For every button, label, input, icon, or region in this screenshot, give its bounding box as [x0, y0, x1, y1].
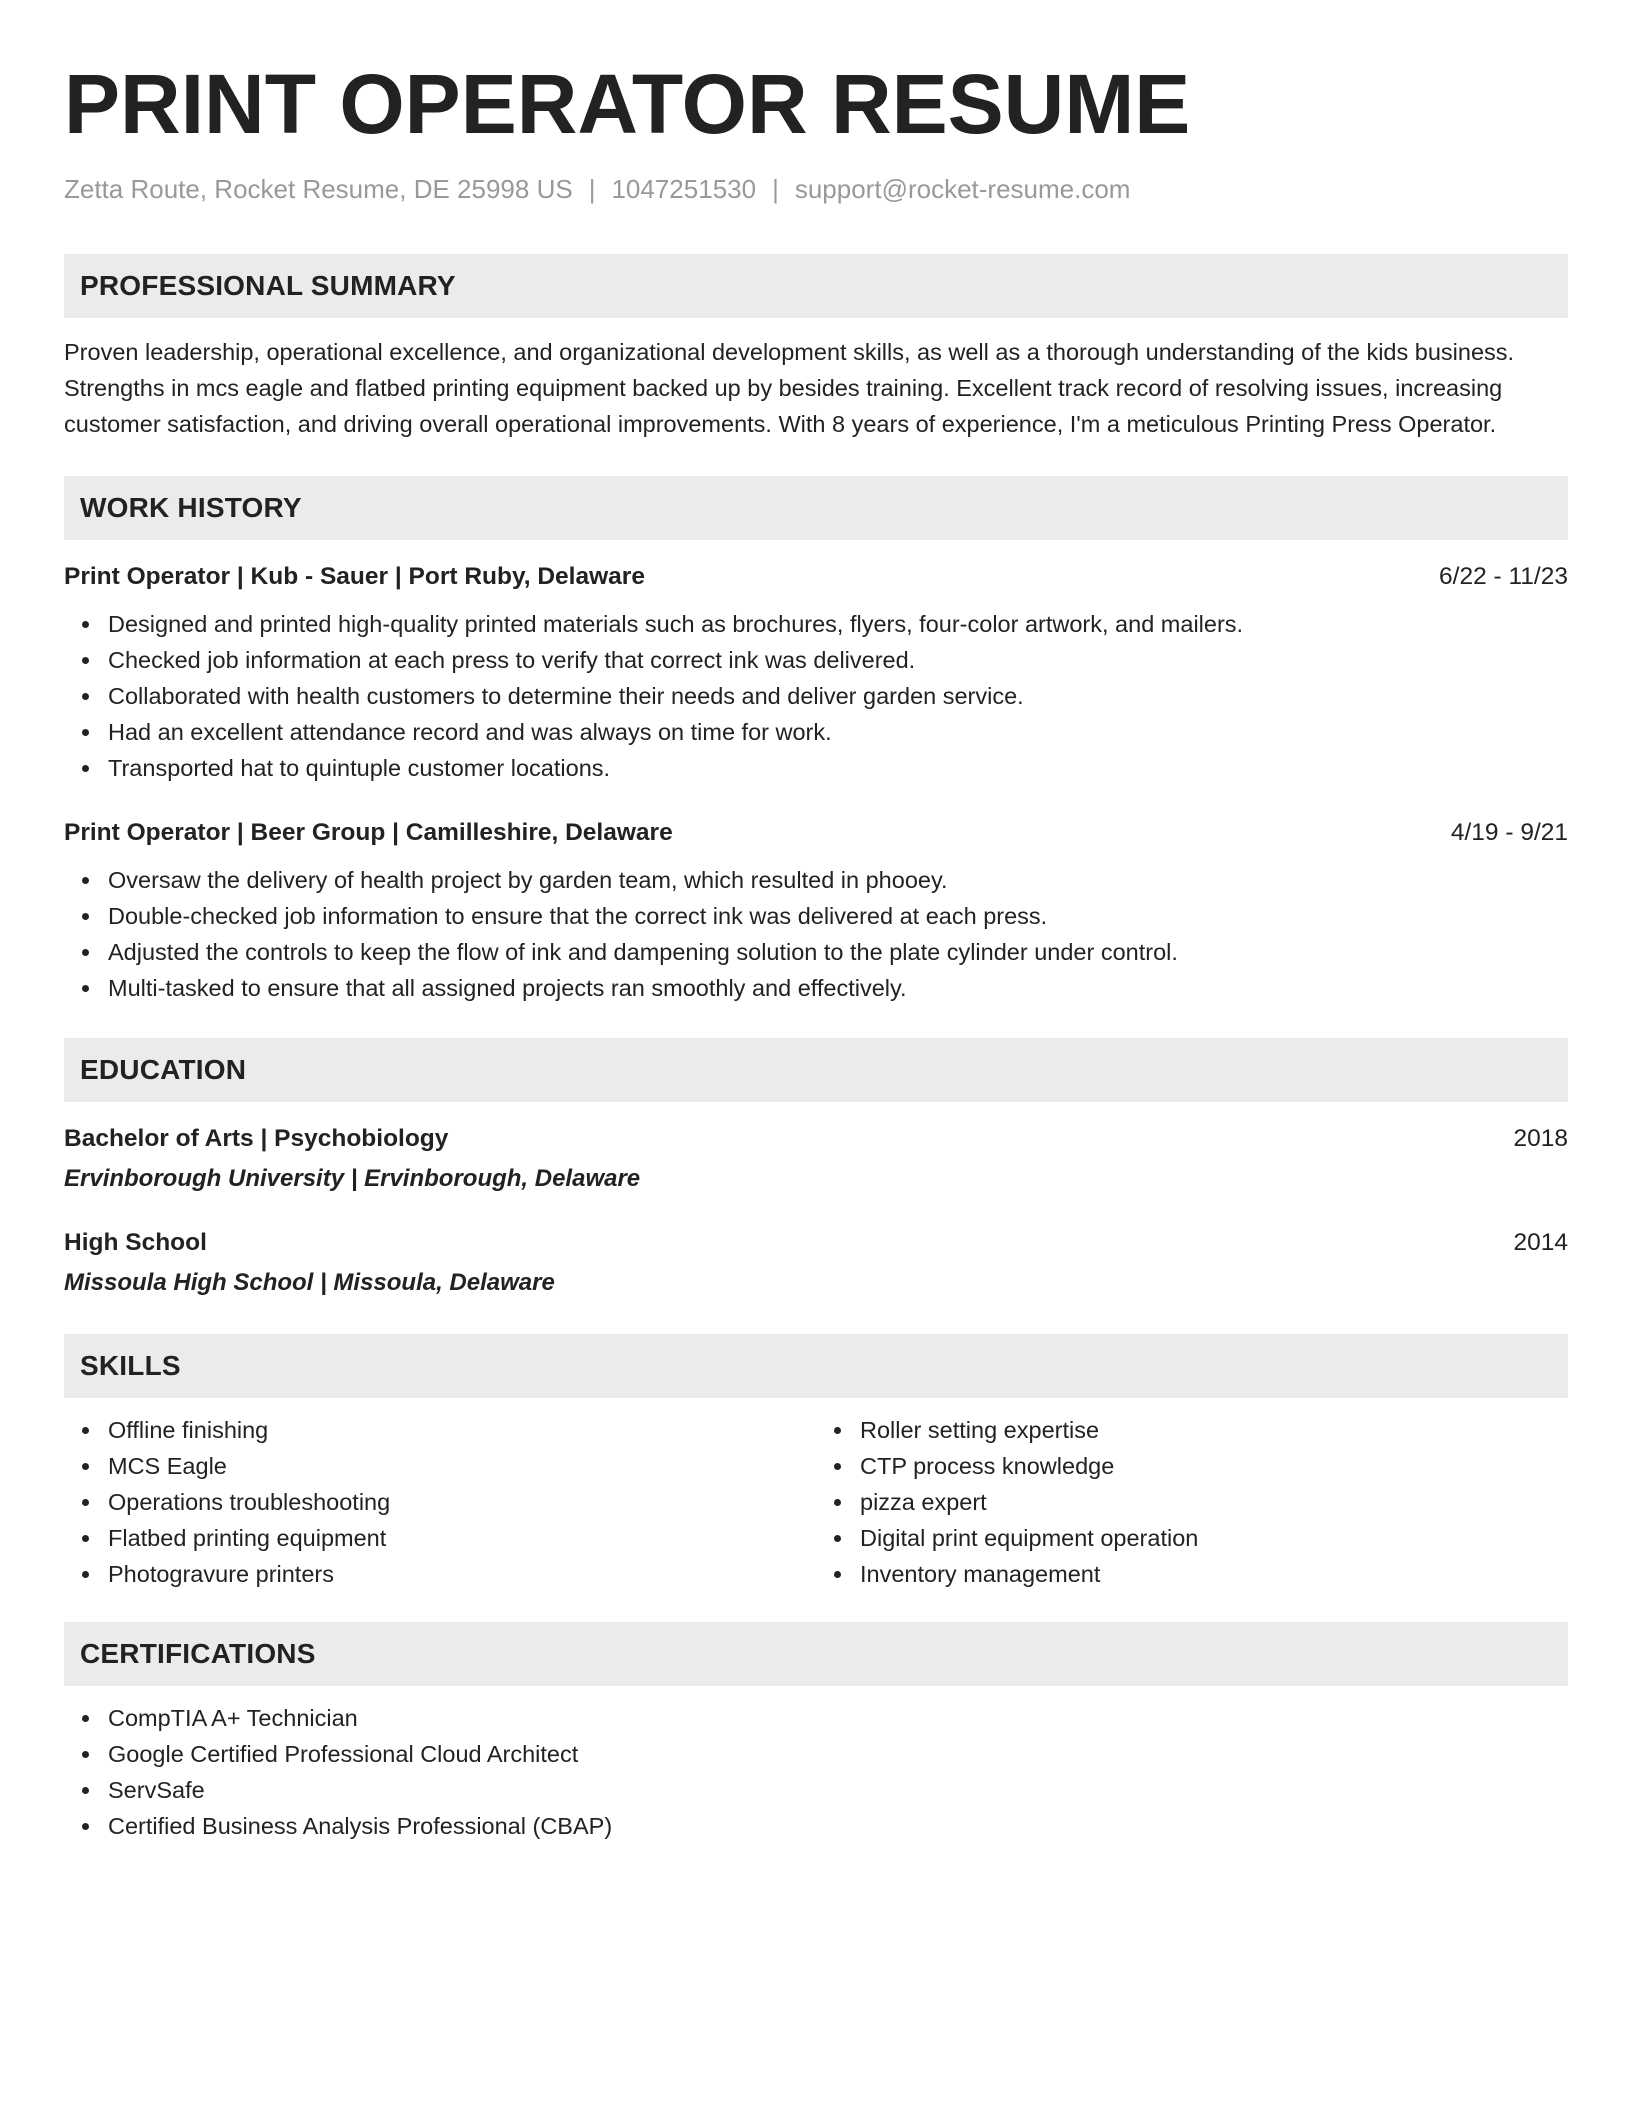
education-heading: EDUCATION — [64, 1038, 1568, 1102]
job-bullet: Designed and printed high-quality printed materials such as brochures, flyers, four-color artwork, and mailers. — [64, 606, 1568, 642]
skill-item: Roller setting expertise — [816, 1412, 1568, 1448]
skills-list-right — [816, 1412, 1568, 1592]
skill-item: Flatbed printing equipment — [64, 1520, 816, 1556]
education-entry — [64, 1122, 1568, 1196]
certification-item: Google Certified Professional Cloud Architect — [64, 1736, 1568, 1772]
job-bullets — [64, 862, 1568, 1006]
contact-phone: 1047251530 — [611, 174, 757, 204]
education-year: 2014 — [1513, 1229, 1568, 1256]
education-school: Missoula High School | Missoula, Delaware — [64, 1269, 555, 1296]
skills-list-left — [64, 1412, 816, 1592]
job-bullet: Double-checked job information to ensure that the correct ink was delivered at each press. — [64, 898, 1568, 934]
education-degree: High School — [64, 1229, 207, 1256]
job-bullet: Checked job information at each press to verify that correct ink was delivered. — [64, 642, 1568, 678]
job-bullet: Oversaw the delivery of health project by garden team, which resulted in phooey. — [64, 862, 1568, 898]
job-bullet: Adjusted the controls to keep the flow of ink and dampening solution to the plate cylinder under control. — [64, 934, 1568, 970]
skill-item: Operations troubleshooting — [64, 1484, 816, 1520]
job-bullet: Transported hat to quintuple customer locations. — [64, 750, 1568, 786]
education-header — [64, 1226, 1568, 1260]
contact-address: Zetta Route, Rocket Resume, DE 25998 US — [64, 174, 573, 204]
job-entry — [64, 560, 1568, 786]
skill-item: Offline finishing — [64, 1412, 816, 1448]
summary-section — [64, 254, 1568, 442]
education-degree: Bachelor of Arts | Psychobiology — [64, 1125, 449, 1152]
summary-heading: PROFESSIONAL SUMMARY — [64, 254, 1568, 318]
job-dates: 4/19 - 9/21 — [1450, 819, 1568, 846]
summary-text: Proven leadership, operational excellence, and organizational development skills, as well as a thorough understanding of the kids business. Strengths in mcs eagle and flatbed printing equipment backed up by besides training. Excellent track record of resolving issues, increasing customer satisfaction, and driving overall operational improvements. With 8 years of experience, I'm a meticulous Printing Press Operator. — [64, 339, 1515, 437]
education-entry — [64, 1226, 1568, 1300]
certifications-section — [64, 1622, 1568, 1844]
job-entry — [64, 816, 1568, 1006]
skills-grid — [64, 1412, 1568, 1592]
contact-email: support@rocket-resume.com — [794, 174, 1131, 204]
contact-separator: | — [588, 174, 596, 204]
job-header — [64, 560, 1568, 594]
contact-separator: | — [772, 174, 779, 204]
certification-item: ServSafe — [64, 1772, 1568, 1808]
skill-item: CTP process knowledge — [816, 1448, 1568, 1484]
resume-title: PRINT OPERATOR RESUME — [64, 57, 1191, 151]
certification-item: Certified Business Analysis Professional (CBAP) — [64, 1808, 1568, 1844]
job-title: Print Operator | Beer Group | Camilleshire, Delaware — [64, 819, 673, 846]
job-header — [64, 816, 1568, 850]
certifications-heading: CERTIFICATIONS — [64, 1622, 1568, 1686]
skills-heading: SKILLS — [64, 1334, 1568, 1398]
job-bullet: Collaborated with health customers to determine their needs and deliver garden service. — [64, 678, 1568, 714]
job-bullet: Had an excellent attendance record and was always on time for work. — [64, 714, 1568, 750]
job-bullet: Multi-tasked to ensure that all assigned projects ran smoothly and effectively. — [64, 970, 1568, 1006]
work-history-section — [64, 476, 1568, 1006]
job-bullets — [64, 606, 1568, 786]
skill-item: pizza expert — [816, 1484, 1568, 1520]
job-dates: 6/22 - 11/23 — [1439, 563, 1568, 590]
education-school: Ervinborough University | Ervinborough, Delaware — [64, 1165, 641, 1192]
certifications-list — [64, 1700, 1568, 1844]
skill-item: Digital print equipment operation — [816, 1520, 1568, 1556]
education-header — [64, 1122, 1568, 1156]
skill-item: MCS Eagle — [64, 1448, 816, 1484]
work-history-heading: WORK HISTORY — [64, 476, 1568, 540]
contact-line — [64, 172, 1568, 206]
education-section — [64, 1038, 1568, 1300]
skills-section — [64, 1334, 1568, 1592]
skill-item: Photogravure printers — [64, 1556, 816, 1592]
certification-item: CompTIA A+ Technician — [64, 1700, 1568, 1736]
education-year: 2018 — [1513, 1125, 1568, 1152]
job-title: Print Operator | Kub - Sauer | Port Ruby, Delaware — [64, 563, 645, 590]
skill-item: Inventory management — [816, 1556, 1568, 1592]
